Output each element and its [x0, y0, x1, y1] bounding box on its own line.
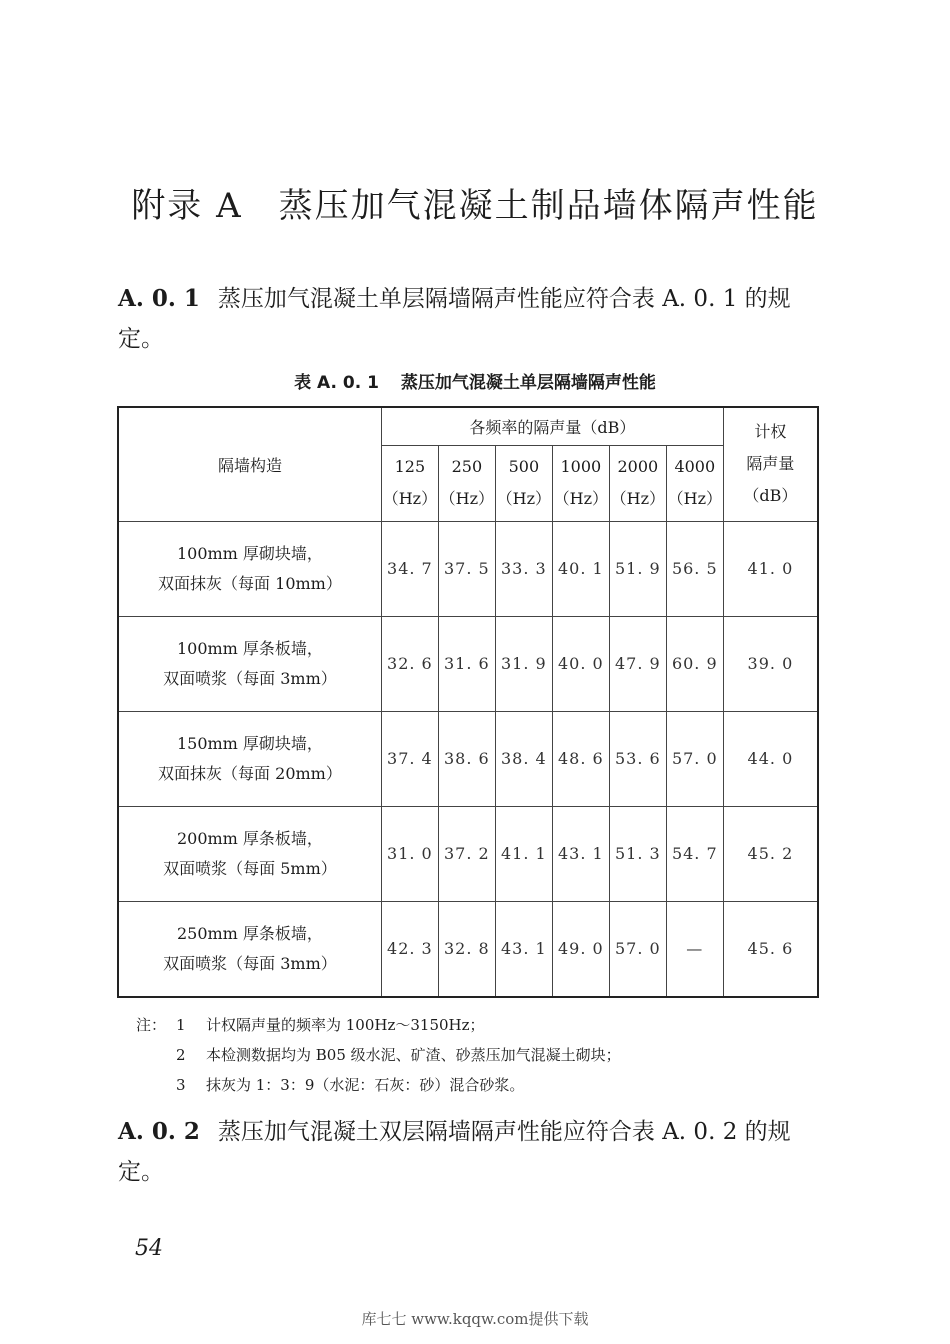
- table-row: [118, 616, 818, 711]
- header-frequency-group: 各频率的隔声量（dB）: [381, 407, 723, 445]
- section-a02-paragraph: [118, 1112, 830, 1192]
- value-cell: 31. 0: [381, 806, 438, 901]
- value-cell: 49. 0: [552, 901, 609, 997]
- weighted-value-cell: 39. 0: [723, 616, 818, 711]
- value-cell: —: [666, 901, 723, 997]
- note-item: 2 本检测数据均为 B05 级水泥、矿渣、砂蒸压加气混凝土砌块；: [176, 1046, 621, 1064]
- header-frequency-4000: 4000 （Hz）: [666, 445, 723, 521]
- section-a01-paragraph: [118, 279, 830, 359]
- value-cell: 60. 9: [666, 616, 723, 711]
- sound-insulation-table: [117, 406, 819, 998]
- section-a01-text: 蒸压加气混凝土单层隔墙隔声性能应符合表 A. 0. 1 的规定。: [118, 286, 791, 352]
- weighted-value-cell: 45. 6: [723, 901, 818, 997]
- table-caption-number: 表 A. 0. 1: [294, 373, 379, 393]
- wall-structure-cell: 200mm 厚条板墙， 双面喷浆（每面 5mm）: [118, 806, 381, 901]
- section-a01-number: A. 0. 1: [118, 285, 200, 312]
- section-a02-text: 蒸压加气混凝土双层隔墙隔声性能应符合表 A. 0. 2 的规定。: [118, 1119, 791, 1185]
- wall-structure-cell: 100mm 厚条板墙， 双面喷浆（每面 3mm）: [118, 616, 381, 711]
- value-cell: 48. 6: [552, 711, 609, 806]
- wall-structure-cell: 250mm 厚条板墙， 双面喷浆（每面 3mm）: [118, 901, 381, 997]
- value-cell: 34. 7: [381, 521, 438, 616]
- wall-structure-cell: 100mm 厚砌块墙， 双面抹灰（每面 10mm）: [118, 521, 381, 616]
- page-title: 附录 A 蒸压加气混凝土制品墙体隔声性能: [131, 186, 819, 226]
- weighted-value-cell: 41. 0: [723, 521, 818, 616]
- value-cell: 53. 6: [609, 711, 666, 806]
- value-cell: 51. 3: [609, 806, 666, 901]
- note-item: 注： 1 计权隔声量的频率为 100Hz～3150Hz；: [136, 1016, 485, 1034]
- header-weighted: 计权 隔声量 （dB）: [723, 407, 818, 521]
- note-item: 3 抹灰为 1：3：9（水泥：石灰：砂）混合砂浆。: [176, 1076, 525, 1094]
- value-cell: 43. 1: [552, 806, 609, 901]
- page-number: 54: [135, 1236, 163, 1261]
- table-row: [118, 806, 818, 901]
- value-cell: 38. 4: [495, 711, 552, 806]
- value-cell: 40. 1: [552, 521, 609, 616]
- value-cell: 31. 6: [438, 616, 495, 711]
- value-cell: 40. 0: [552, 616, 609, 711]
- table-notes: [136, 1010, 621, 1100]
- table-caption: [0, 368, 950, 393]
- value-cell: 42. 3: [381, 901, 438, 997]
- value-cell: 43. 1: [495, 901, 552, 997]
- table-row: [118, 901, 818, 997]
- header-frequency-250: 250 （Hz）: [438, 445, 495, 521]
- header-frequency-1000: 1000 （Hz）: [552, 445, 609, 521]
- weighted-value-cell: 45. 2: [723, 806, 818, 901]
- value-cell: 38. 6: [438, 711, 495, 806]
- value-cell: 47. 9: [609, 616, 666, 711]
- wall-structure-cell: 150mm 厚砌块墙， 双面抹灰（每面 20mm）: [118, 711, 381, 806]
- table-row: [118, 711, 818, 806]
- value-cell: 32. 8: [438, 901, 495, 997]
- value-cell: 32. 6: [381, 616, 438, 711]
- value-cell: 37. 4: [381, 711, 438, 806]
- table-header-row: [118, 407, 818, 445]
- header-frequency-500: 500 （Hz）: [495, 445, 552, 521]
- header-frequency-125: 125 （Hz）: [381, 445, 438, 521]
- section-a02-number: A. 0. 2: [118, 1118, 200, 1145]
- value-cell: 33. 3: [495, 521, 552, 616]
- value-cell: 37. 2: [438, 806, 495, 901]
- watermark-text: 库七七 www.kqqw.com提供下载: [361, 1310, 589, 1328]
- value-cell: 57. 0: [609, 901, 666, 997]
- value-cell: 54. 7: [666, 806, 723, 901]
- value-cell: 41. 1: [495, 806, 552, 901]
- value-cell: 57. 0: [666, 711, 723, 806]
- value-cell: 37. 5: [438, 521, 495, 616]
- value-cell: 56. 5: [666, 521, 723, 616]
- weighted-value-cell: 44. 0: [723, 711, 818, 806]
- table-caption-text: 蒸压加气混凝土单层隔墙隔声性能: [400, 373, 656, 393]
- table-row: [118, 521, 818, 616]
- value-cell: 31. 9: [495, 616, 552, 711]
- header-structure: 隔墙构造: [118, 407, 381, 521]
- value-cell: 51. 9: [609, 521, 666, 616]
- header-frequency-2000: 2000 （Hz）: [609, 445, 666, 521]
